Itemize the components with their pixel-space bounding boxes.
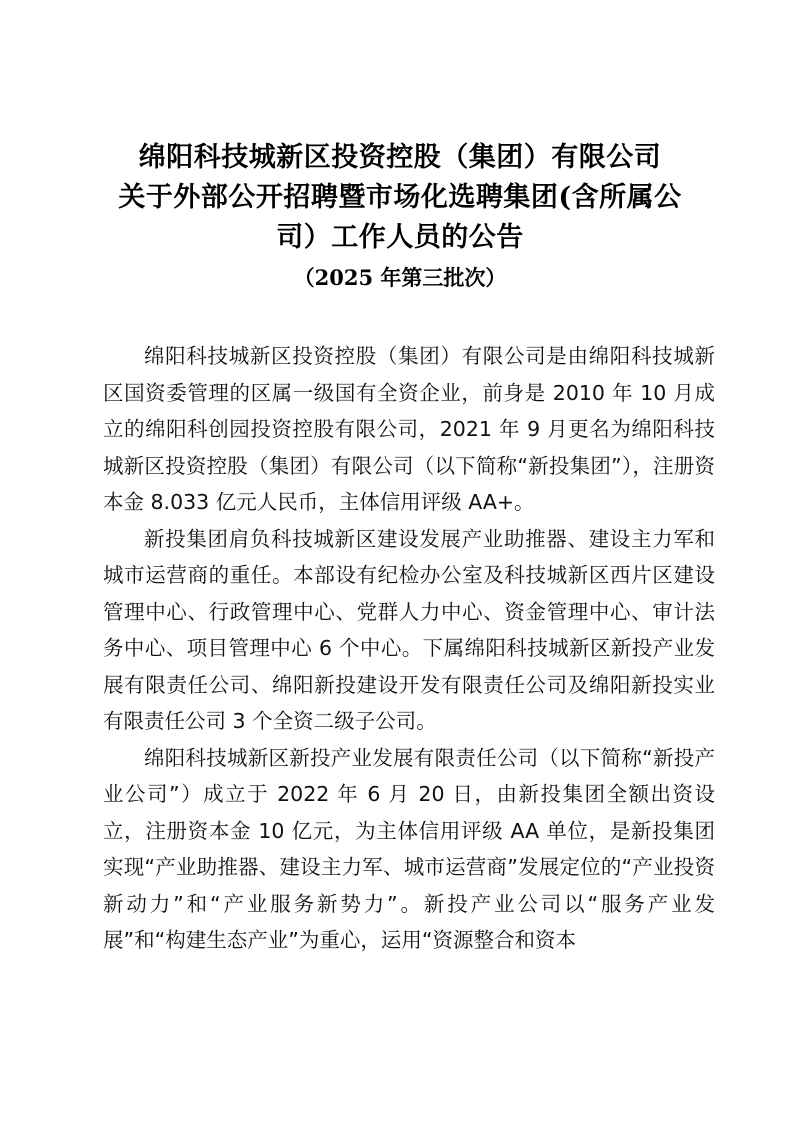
title-line-3: 司）工作人员的公告 bbox=[276, 222, 524, 253]
document-title bbox=[100, 138, 700, 294]
document-body bbox=[103, 338, 715, 959]
document-subtitle: （2025 年第三批次） bbox=[293, 265, 507, 290]
title-line-2: 关于外部公开招聘暨市场化选聘集团(含所属公 bbox=[118, 182, 682, 213]
paragraph-subsidiary: 绵阳科技城新区新投产业发展有限责任公司（以下简称“新投产业公司”）成立于 2022 年 6 月 20 日，由新投集团全额出资设立，注册资本金 10 亿元，为主体信用评级 AA 单位，是新投集团实现“产业助推器、建设主力军、城市运营商”发展定位的“产业投资新动力”和“产业服务新势力”。新投产业公司以“服务产业发展”和“构建生态产业”为重心，运用“资源整合和资本 bbox=[103, 745, 715, 952]
paragraph-company-intro: 绵阳科技城新区投资控股（集团）有限公司是由绵阳科技城新区国资委管理的区属一级国有全资企业，前身是 2010 年 10 月成立的绵阳科创园投资控股有限公司，2021 年 9 月更名为绵阳科技城新区投资控股（集团）有限公司（以下简称“新投集团”），注册资本金 8.033 亿元人民币，主体信用评级 AA+。 bbox=[103, 344, 715, 514]
title-line-1: 绵阳科技城新区投资控股（集团）有限公司 bbox=[138, 142, 662, 173]
paragraph-organization: 新投集团肩负科技城新区建设发展产业助推器、建设主力军和城市运营商的重任。本部设有纪检办公室及科技城新区西片区建设管理中心、行政管理中心、党群人力中心、资金管理中心、审计法务中心、项目管理中心 6 个中心。下属绵阳科技城新区新投产业发展有限责任公司、绵阳新投建设开发有限责任公司及绵阳新投实业有限责任公司 3 个全资二级子公司。 bbox=[103, 526, 715, 733]
